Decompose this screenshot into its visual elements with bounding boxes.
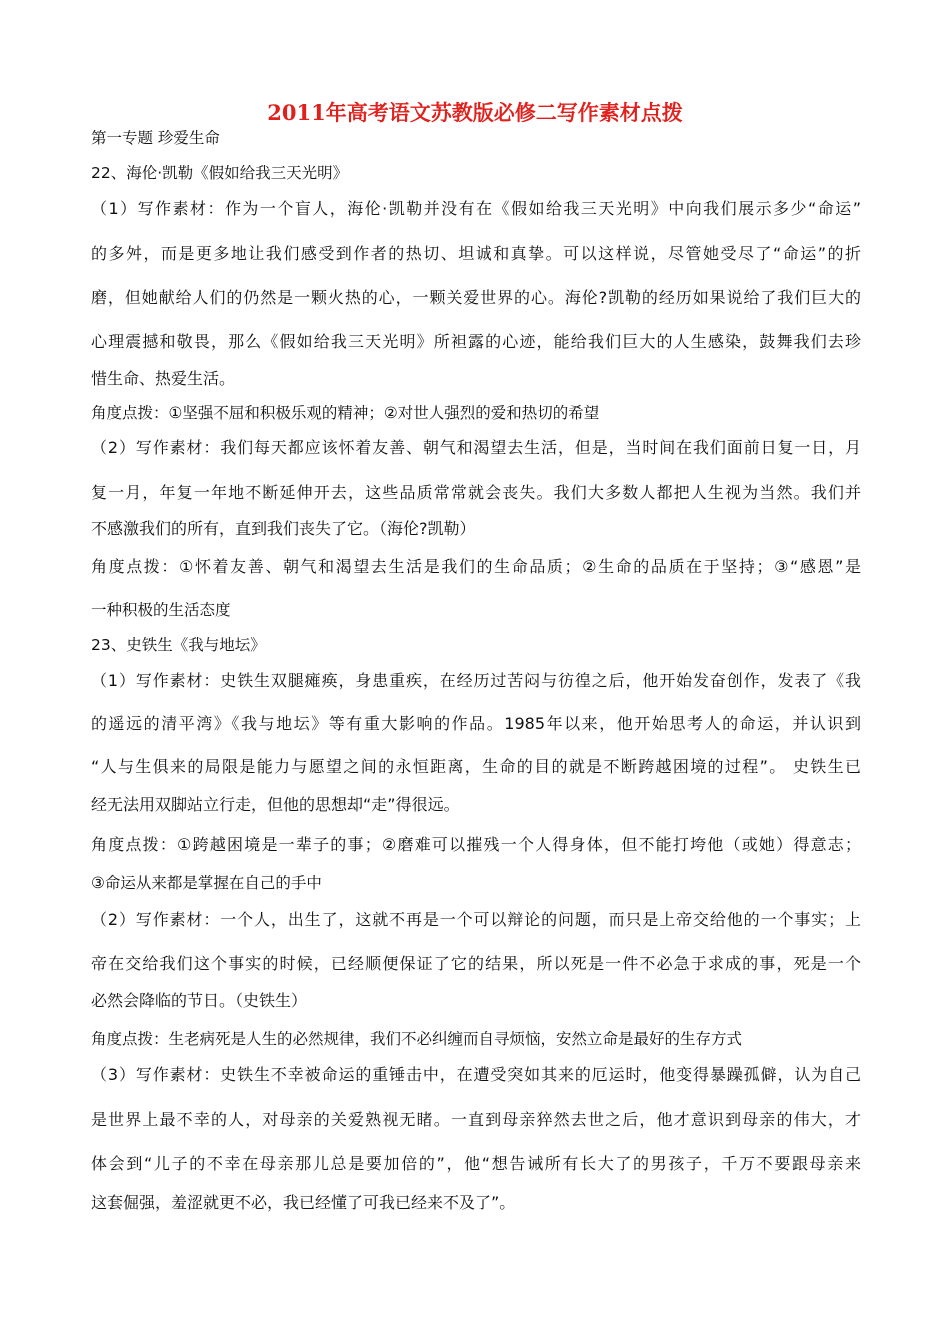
paragraph-line: 不感激我们的所有，直到我们丧失了它。（海伦?凯勒） — [91, 519, 476, 538]
angle-note: 角度点拨：①坚强不屈和积极乐观的精神；②对世人强烈的爱和热切的希望 — [91, 404, 600, 422]
angle-note: 一种积极的生活态度 — [91, 601, 231, 619]
topic-heading: 第一专题 珍爱生命 — [91, 129, 220, 147]
angle-note: 角度点拨：生老病死是人生的必然规律，我们不必纠缠而自寻烦恼，安然立命是最好的生存方式 — [91, 1030, 743, 1048]
paragraph-line: （2）写作素材：一个人，出生了，这就不再是一个可以辩论的问题，而只是上帝交给他的一个事实；上 — [91, 910, 861, 929]
angle-note: 角度点拨：①怀着友善、朝气和渴望去生活是我们的生命品质；②生命的品质在于坚持；③“感恩”是 — [91, 557, 861, 576]
paragraph-line: 复一月，年复一年地不断延伸开去，这些品质常常就会丧失。我们大多数人都把人生视为当然。我们并 — [91, 483, 861, 502]
paragraph-line: （2）写作素材：我们每天都应该怀着友善、朝气和渴望去生活，但是，当时间在我们面前日复一日，月 — [91, 438, 861, 457]
angle-note: ③命运从来都是掌握在自己的手中 — [91, 874, 322, 892]
paragraph-line: （1）写作素材：作为一个盲人，海伦·凯勒并没有在《假如给我三天光明》中向我们展示多少“命运” — [91, 199, 861, 218]
paragraph-line: （1）写作素材：史铁生双腿瘫痪，身患重疾，在经历过苦闷与彷徨之后，他开始发奋创作，发表了《我 — [91, 671, 861, 690]
paragraph-line: 必然会降临的节日。（史铁生） — [91, 991, 308, 1010]
paragraph-line: 帝在交给我们这个事实的时候，已经顺便保证了它的结果，所以死是一件不必急于求成的事，死是一个 — [91, 954, 861, 973]
paragraph-line: 的多舛，而是更多地让我们感受到作者的热切、坦诚和真挚。可以这样说，尽管她受尽了“命运”的折 — [91, 244, 861, 263]
paragraph-line: 心理震撼和敬畏，那么《假如给我三天光明》所袒露的心迹，能给我们巨大的人生感染，鼓舞我们去珍 — [91, 332, 861, 351]
paragraph-line: 磨，但她献给人们的仍然是一颗火热的心，一颗关爱世界的心。海伦?凯勒的经历如果说给了我们巨大的 — [91, 288, 861, 307]
document-title: 2011年高考语文苏教版必修二写作素材点拨 — [267, 100, 683, 125]
section-heading: 23、史铁生《我与地坛》 — [91, 636, 266, 654]
paragraph-line: 经无法用双脚站立行走，但他的思想却“走”得很远。 — [91, 795, 460, 814]
paragraph-line: 的遥远的清平湾》《我与地坛》等有重大影响的作品。1985年以来，他开始思考人的命运，并认识到 — [91, 714, 861, 733]
paragraph-line: “人与生俱来的局限是能力与愿望之间的永恒距离，生命的目的就是不断跨越困境的过程”。 史铁生已 — [91, 757, 861, 776]
paragraph-line: 体会到“儿子的不幸在母亲那儿总是要加倍的”，他“想告诫所有长大了的男孩子，千万不要跟母亲来 — [91, 1154, 861, 1173]
paragraph-line: 这套倔强，羞涩就更不必，我已经懂了可我已经来不及了”。 — [91, 1193, 516, 1212]
paragraph-line: （3）写作素材：史铁生不幸被命运的重锤击中，在遭受突如其来的厄运时，他变得暴躁孤僻，认为自己 — [91, 1065, 861, 1084]
angle-note: 角度点拨：①跨越困境是一辈子的事；②磨难可以摧残一个人得身体，但不能打垮他（或她）得意志； — [91, 835, 861, 854]
paragraph-line: 是世界上最不幸的人，对母亲的关爱熟视无睹。一直到母亲猝然去世之后，他才意识到母亲的伟大，才 — [91, 1110, 861, 1129]
section-heading: 22、海伦·凯勒《假如给我三天光明》 — [91, 164, 349, 182]
paragraph-line: 惜生命、热爱生活。 — [91, 369, 236, 388]
